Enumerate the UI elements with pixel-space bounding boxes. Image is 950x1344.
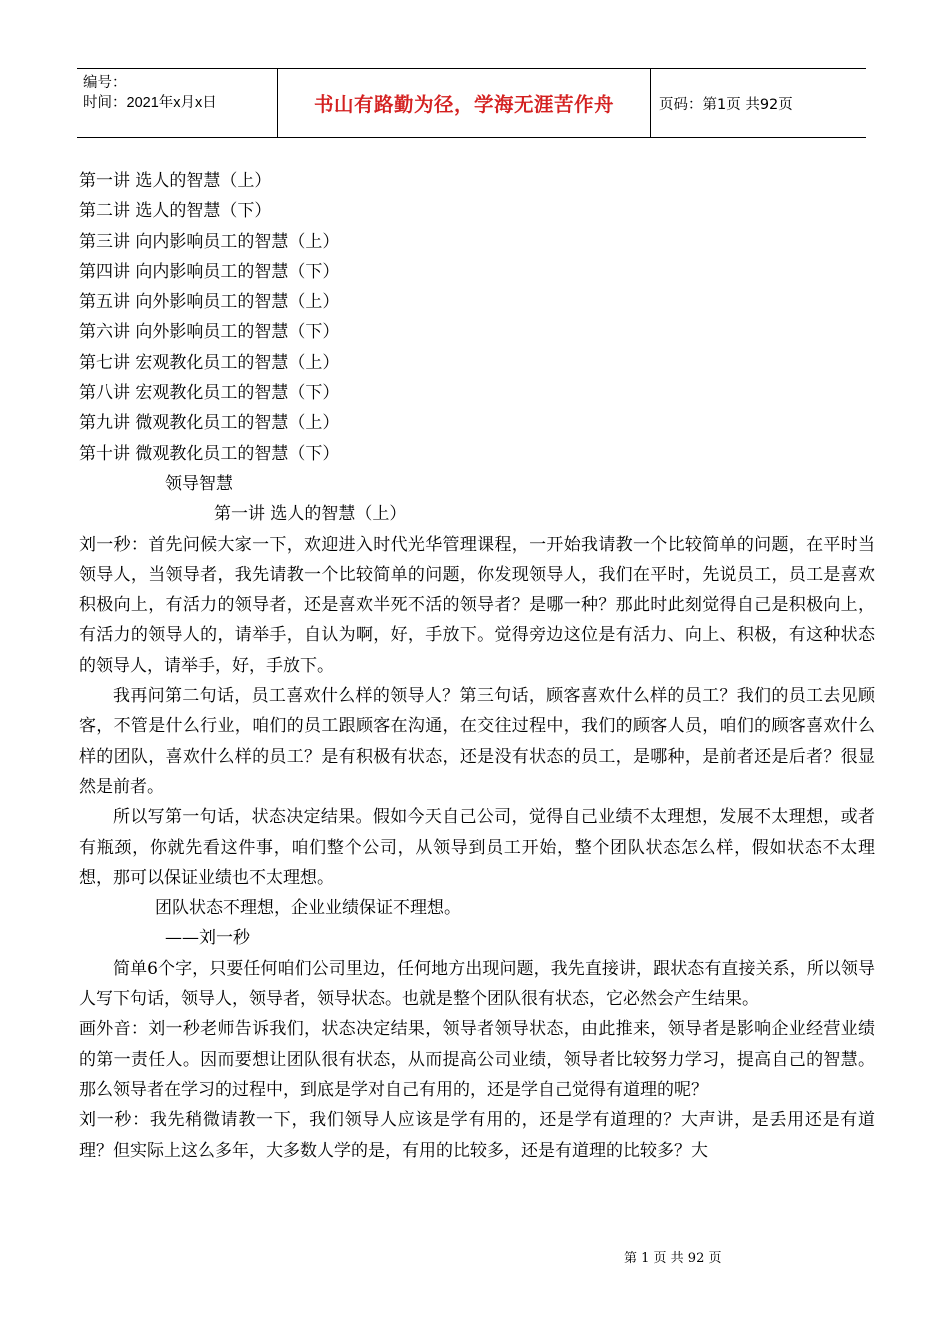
header-page-code: 页码：第1页 共92页 (659, 96, 793, 113)
book-title: 领导智慧 (165, 473, 233, 494)
page-footer: 第 1 页 共 92 页 (624, 1251, 722, 1266)
paragraph-state-result: 所以写第一句话，状态决定结果。假如今天自己公司，觉得自己业绩不太理想，发展不太理想，或者有瓶颈，你就先看这件事，咱们整个公司，从领导到员工开始，整个团队状态怎么样，假如状态不太理想，那可以保证业绩也不太理想。 (79, 807, 875, 888)
toc-item: 第六讲 向外影响员工的智慧（下） (79, 322, 340, 343)
header-motto-cell (278, 69, 651, 137)
header-page-cell (651, 69, 866, 137)
toc-item: 第八讲 宏观教化员工的智慧（下） (79, 383, 340, 404)
paragraph-learning-question: 刘一秒：我先稍微请教一下，我们领导人应该是学有用的，还是学有道理的？大声讲，是丢用还是有道理？但实际上这么多年，大多数人学的是，有用的比较多，还是有道理的比较多？大 (79, 1110, 875, 1161)
document-header (77, 68, 866, 138)
paragraph-six-words: 简单6个字，只要任何咱们公司里边，任何地方出现问题，我先直接讲，跟状态有直接关系，所以领导人写下句话，领导人，领导者，领导状态。也就是整个团队很有状态，它必然会产生结果。 (79, 958, 875, 1010)
toc-item: 第七讲 宏观教化员工的智慧（上） (79, 352, 340, 373)
toc-item: 第三讲 向内影响员工的智慧（上） (79, 231, 340, 252)
header-meta-cell (77, 69, 278, 137)
paragraph-second-question: 我再问第二句话，员工喜欢什么样的领导人？第三句话，顾客喜欢什么样的员工？我们的员工去见顾客，不管是什么行业，咱们的员工跟顾客在沟通，在交往过程中，我们的顾客人员，咱们的顾客喜欢什么样的团队，喜欢什么样的员工？是有积极有状态，还是没有状态的员工，是哪种，是前者还是后者？很显然是前者。 (79, 686, 875, 797)
toc-item: 第二讲 选人的智慧（下） (79, 201, 272, 222)
paragraph-voiceover: 画外音：刘一秒老师告诉我们，状态决定结果，领导者领导状态，由此推来，领导者是影响企业经营业绩的第一责任人。因而要想让团队很有状态，从而提高公司业绩，领导者比较努力学习，提高自己的智慧。那么领导者在学习的过程中，到底是学对自己有用的，还是学自己觉得有道理的呢？ (79, 1019, 875, 1100)
paragraph-opening: 刘一秒：首先问候大家一下，欢迎进入时代光华管理课程，一开始我请教一个比较简单的问题，在平时当领导人，当领导者，我先请教一个比较简单的问题，你发现领导人，我们在平时，先说员工，员工是喜欢积极向上，有活力的领导者，还是喜欢半死不活的领导者？是哪一种？那此时此刻觉得自己是积极向上，有活力的领导人的，请举手，自认为啊，好，手放下。觉得旁边这位是有活力、向上、积极，有这种状态的领导人，请举手，好，手放下。 (79, 534, 875, 676)
document-body (79, 166, 875, 1166)
toc-item: 第十讲 微观教化员工的智慧（下） (79, 443, 340, 464)
toc-item: 第一讲 选人的智慧（上） (79, 171, 272, 191)
header-motto: 书山有路勤为径，学海无涯苦作舟 (313, 93, 614, 116)
toc-item: 第四讲 向内影响员工的智慧（下） (79, 261, 340, 282)
quote-author: ——刘一秒 (165, 928, 250, 949)
toc-item: 第五讲 向外影响员工的智慧（上） (79, 292, 340, 313)
table-of-contents (79, 166, 875, 469)
toc-item: 第九讲 微观教化员工的智慧（上） (79, 413, 340, 434)
lecture-title: 第一讲 选人的智慧（上） (214, 504, 407, 525)
quote-text: 团队状态不理想，企业业绩保证不理想。 (155, 898, 461, 919)
document-number-label: 编号： (83, 75, 127, 91)
document-time-label: 时间：2021年x月x日 (83, 95, 217, 111)
